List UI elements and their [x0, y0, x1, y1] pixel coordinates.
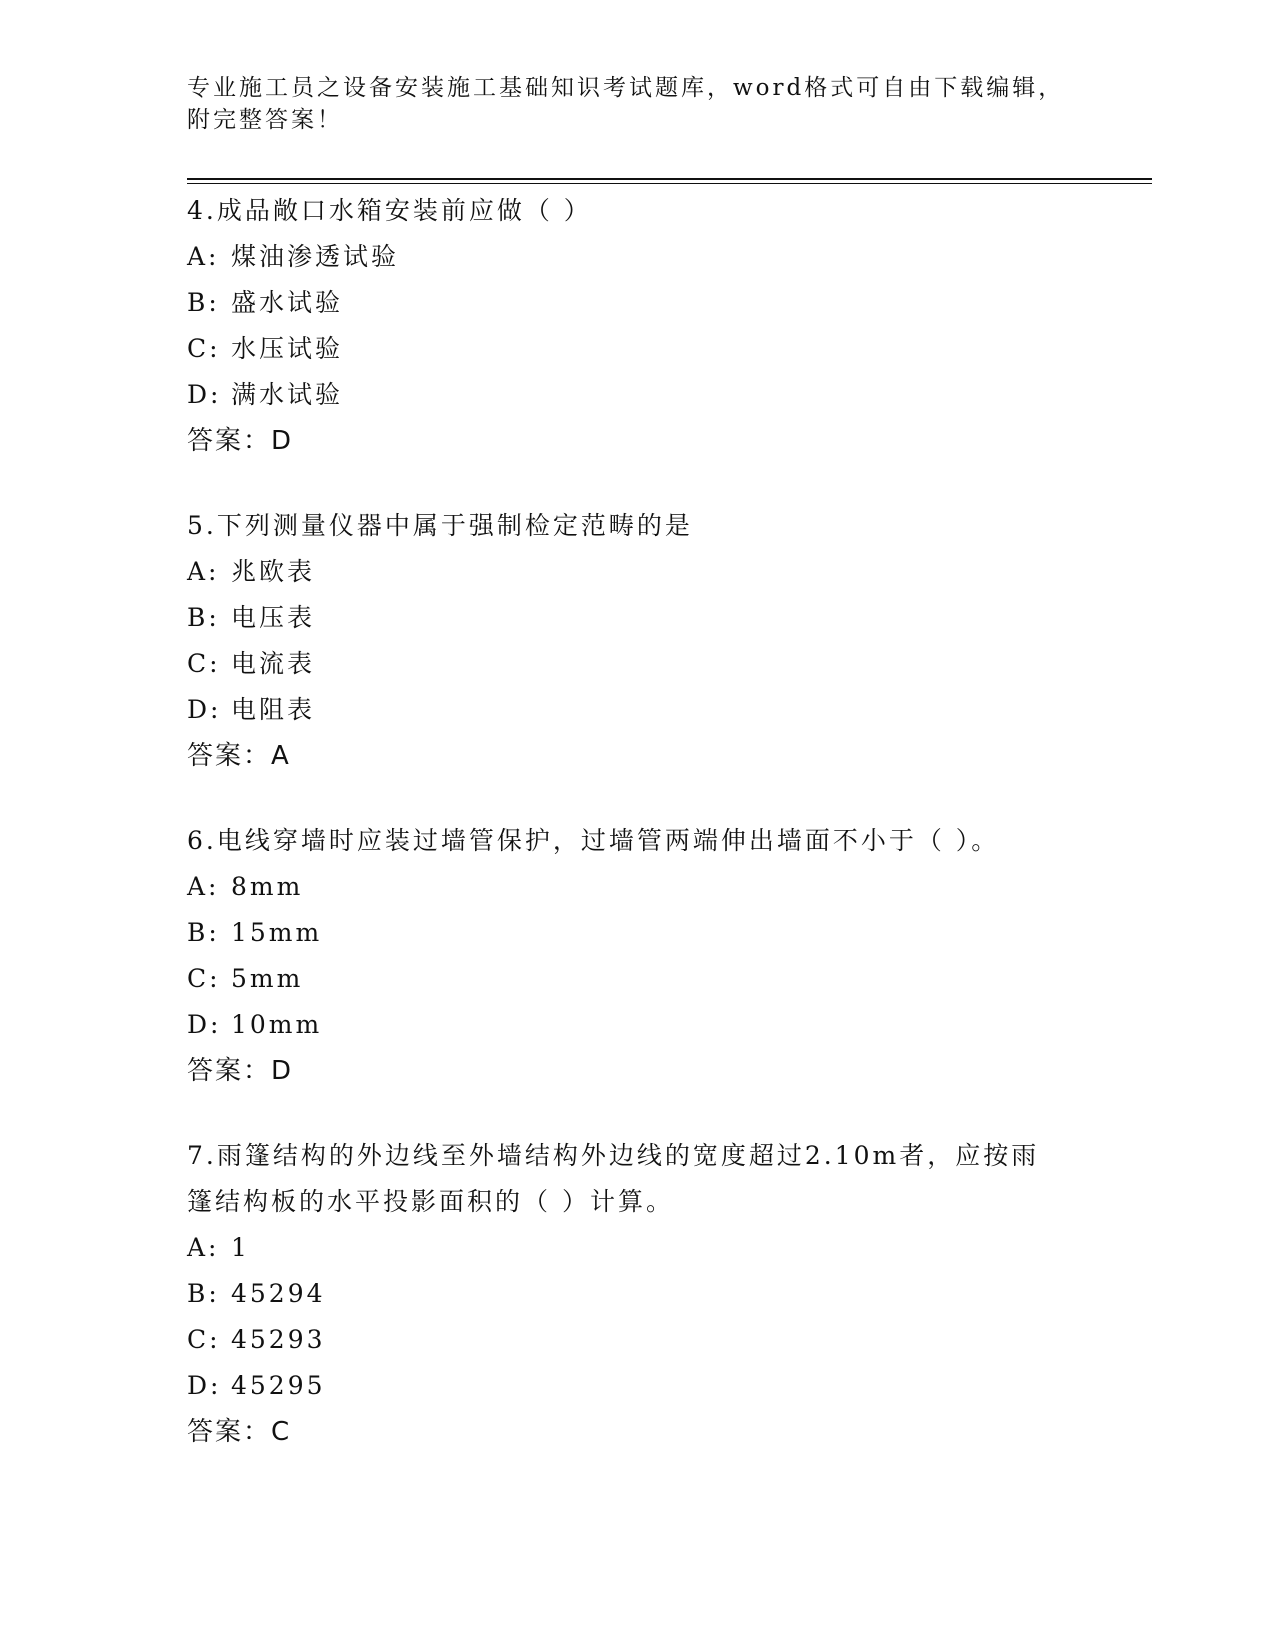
option-text: 电阻表	[231, 695, 316, 724]
option-b	[187, 1271, 1067, 1317]
question-5	[187, 503, 1067, 779]
answer-line: 答案：D	[187, 426, 294, 456]
option-text: 水压试验	[231, 334, 344, 363]
option-text: 15mm	[231, 918, 323, 947]
option-label: B:	[187, 918, 220, 947]
option-text: 兆欧表	[231, 557, 316, 586]
question-text: 5.下列测量仪器中属于强制检定范畴的是	[187, 511, 693, 540]
header-rule-thick	[187, 178, 1152, 180]
option-text: 电流表	[231, 649, 316, 678]
option-text: 45294	[231, 1279, 326, 1308]
option-text: 45295	[231, 1371, 326, 1400]
option-c	[187, 956, 1067, 1002]
document-header: 专业施工员之设备安装施工基础知识考试题库，word格式可自由下载编辑，附完整答案！	[187, 75, 1065, 133]
question-6	[187, 818, 1067, 1094]
option-label: B:	[187, 1279, 220, 1308]
option-a	[187, 864, 1067, 910]
question-7	[187, 1133, 1067, 1455]
answer-line: 答案：A	[187, 741, 291, 771]
option-label: A:	[187, 242, 220, 271]
option-b	[187, 595, 1067, 641]
option-label: C:	[187, 1325, 221, 1354]
option-text: 1	[231, 1233, 250, 1262]
question-text: 4.成品敞口水箱安装前应做（ ）	[187, 196, 592, 225]
option-label: A:	[187, 1233, 220, 1262]
option-a	[187, 1225, 1067, 1271]
option-text: 盛水试验	[231, 288, 344, 317]
option-text: 煤油渗透试验	[231, 242, 400, 271]
option-label: D:	[187, 695, 222, 724]
header-rule-thin	[187, 183, 1152, 184]
option-b	[187, 280, 1067, 326]
option-label: D:	[187, 1010, 222, 1039]
option-c	[187, 326, 1067, 372]
option-text: 满水试验	[231, 380, 344, 409]
option-c	[187, 641, 1067, 687]
option-label: B:	[187, 603, 220, 632]
option-label: A:	[187, 557, 220, 586]
option-a	[187, 549, 1067, 595]
question-4	[187, 188, 1067, 464]
question-list	[187, 188, 1067, 1494]
answer-line: 答案：D	[187, 1056, 294, 1086]
option-text: 电压表	[231, 603, 316, 632]
option-d	[187, 372, 1067, 418]
option-text: 10mm	[231, 1010, 323, 1039]
option-text: 8mm	[231, 872, 304, 901]
question-text: 7.雨篷结构的外边线至外墙结构外边线的宽度超过2.10m者，应按雨篷结构板的水平投影面积的（ ）计算。	[187, 1141, 1040, 1216]
option-d	[187, 1002, 1067, 1048]
option-c	[187, 1317, 1067, 1363]
option-b	[187, 910, 1067, 956]
option-text: 5mm	[231, 964, 304, 993]
option-label: C:	[187, 964, 221, 993]
option-label: B:	[187, 288, 220, 317]
answer-line: 答案：C	[187, 1417, 292, 1447]
option-label: D:	[187, 380, 222, 409]
option-label: A:	[187, 872, 220, 901]
option-d	[187, 687, 1067, 733]
option-label: C:	[187, 649, 221, 678]
option-d	[187, 1363, 1067, 1409]
question-text: 6.电线穿墙时应装过墙管保护，过墙管两端伸出墙面不小于（ ）。	[187, 826, 1000, 855]
option-label: C:	[187, 334, 221, 363]
option-text: 45293	[231, 1325, 326, 1354]
option-label: D:	[187, 1371, 222, 1400]
option-a	[187, 234, 1067, 280]
